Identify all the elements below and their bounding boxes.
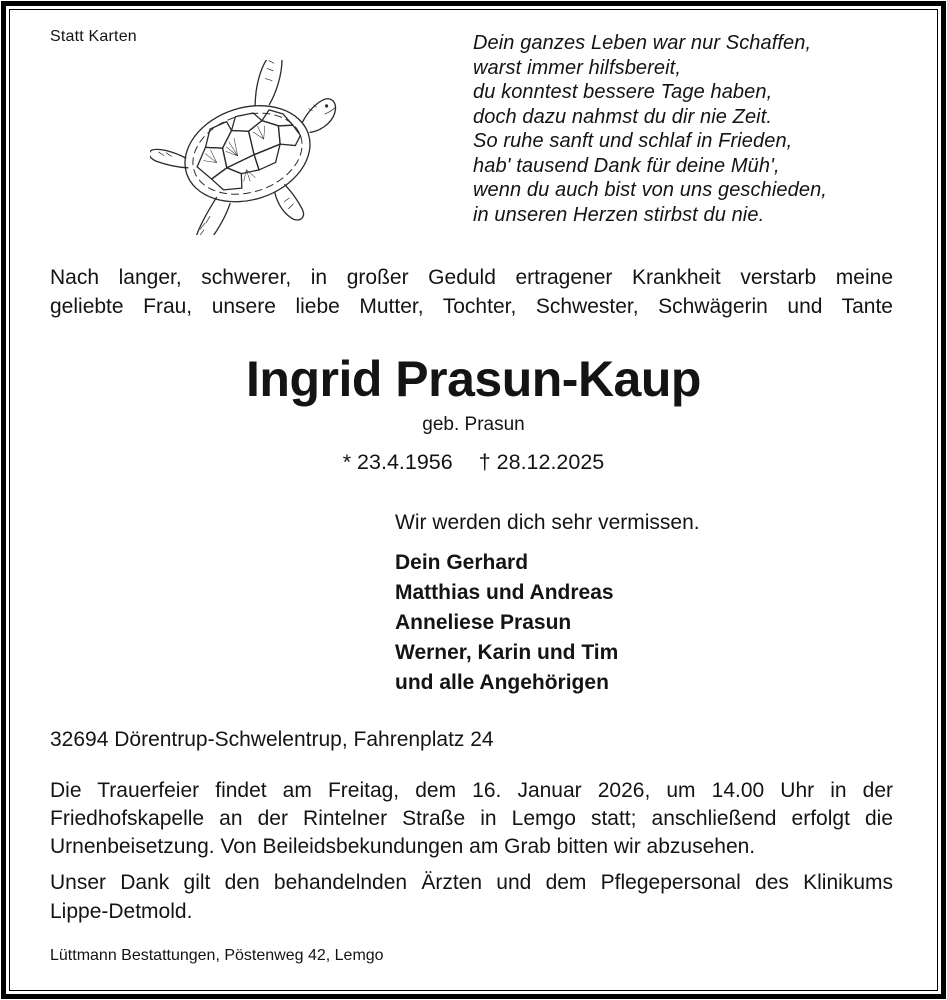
- turtle-illustration-icon: [150, 60, 350, 240]
- poem-line: doch dazu nahmst du dir nie Zeit.: [473, 105, 773, 128]
- mourner-line: und alle Angehörigen: [395, 671, 609, 694]
- funeral-line: Friedhofskapelle an der Rintelner Straße in Lemgo statt; anschließend erfolgt die: [50, 807, 893, 830]
- funeral-line: Urnenbeisetzung. Von Beileidsbekundungen am Grab bitten wir abzusehen.: [50, 835, 756, 858]
- funeral-line: Die Trauerfeier findet am Freitag, dem 16. Januar 2026, um 14.00 Uhr in der: [50, 779, 893, 802]
- birth-date: * 23.4.1956: [342, 450, 453, 474]
- poem-line: Dein ganzes Leben war nur Schaffen,: [473, 32, 812, 54]
- deceased-name: Ingrid Prasun-Kaup: [246, 351, 701, 407]
- thanks-line: Lippe-Detmold.: [50, 899, 193, 923]
- intro-line: geliebte Frau, unsere liebe Mutter, Tochter, Schwester, Schwägerin und Tante: [50, 294, 893, 318]
- farewell-line: Wir werden dich sehr vermissen.: [395, 511, 700, 534]
- deceased-block: [52, 350, 895, 475]
- mourners-list: [395, 548, 618, 698]
- mourner-line: Werner, Karin und Tim: [395, 641, 619, 664]
- funeral-info-paragraph: [50, 777, 893, 861]
- intro-paragraph: [50, 264, 893, 321]
- maiden-name: geb. Prasun: [422, 414, 525, 435]
- home-address: 32694 Dörentrup-Schwelentrup, Fahrenplatz 24: [50, 728, 494, 751]
- poem-line: So ruhe sanft und schlaf in Frieden,: [473, 130, 793, 152]
- intro-line: Nach langer, schwerer, in großer Geduld ertragener Krankheit verstarb meine: [50, 266, 893, 289]
- poem-line: in unseren Herzen stirbst du nie.: [473, 203, 765, 226]
- thanks-line: Unser Dank gilt den behandelnden Ärzten und dem Pflegepersonal des Klinikums: [50, 871, 893, 894]
- life-dates: [52, 450, 895, 475]
- mourner-line: Dein Gerhard: [395, 551, 529, 574]
- statt-karten-note: Statt Karten: [50, 28, 137, 45]
- poem-line: du konntest bessere Tage haben,: [473, 81, 773, 103]
- memorial-poem: [473, 31, 909, 227]
- poem-line: warst immer hilfsbereit,: [473, 56, 681, 79]
- poem-line: wenn du auch bist von uns geschieden,: [473, 179, 827, 201]
- undertaker-credit: Lüttmann Bestattungen, Pöstenweg 42, Lemgo: [50, 947, 384, 964]
- mourner-line: Anneliese Prasun: [395, 611, 572, 634]
- poem-line: hab' tausend Dank für deine Müh',: [473, 154, 780, 177]
- death-date: † 28.12.2025: [478, 450, 605, 474]
- mourner-line: Matthias und Andreas: [395, 581, 614, 604]
- thanks-paragraph: [50, 869, 893, 926]
